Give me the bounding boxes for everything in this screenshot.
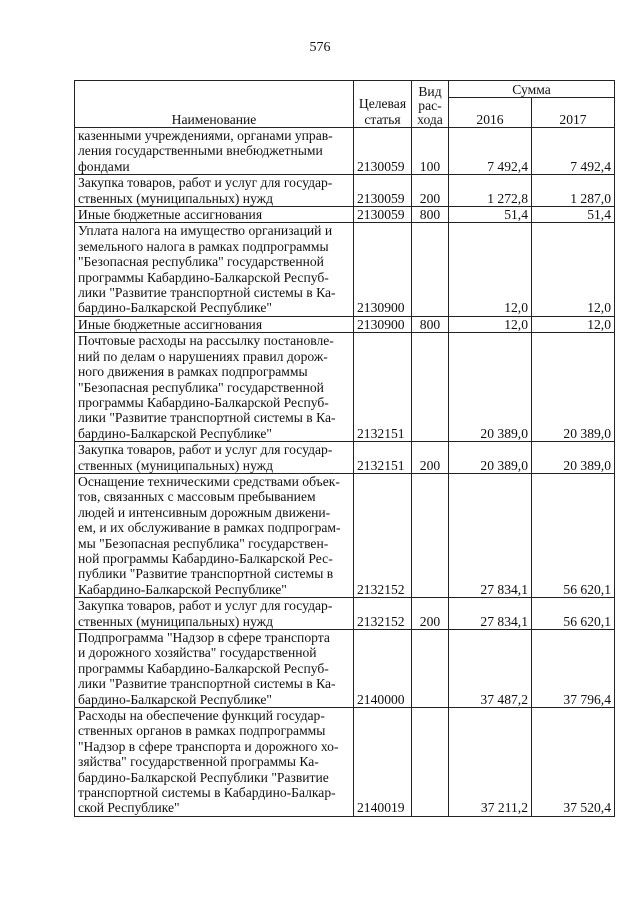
row-name-line: ления государственными внебюджетными <box>78 143 323 159</box>
row-name-line: лики "Развитие транспортной системы в Ка- <box>78 410 336 426</box>
row-name-line: "Безопасная республика" государственной <box>78 254 324 270</box>
row-name-line: "Надзор в сфере транспорта и дорожного хо- <box>78 738 339 754</box>
row-name-line: "Безопасная республика" государственной <box>78 379 324 395</box>
row-sum-2017: 12,0 <box>532 223 615 316</box>
row-target-code: 2132151 <box>354 442 412 474</box>
row-name <box>75 333 354 442</box>
header-expense-type <box>412 81 449 128</box>
header-type-line: рас- <box>418 98 442 113</box>
table-row <box>75 128 615 175</box>
header-sum: Сумма <box>449 81 615 98</box>
row-sum-2017: 56 620,1 <box>532 598 615 630</box>
table-row <box>75 708 615 817</box>
row-name-line: зяйства" государственной программы Ка- <box>78 754 319 770</box>
table-row <box>75 175 615 207</box>
row-name-line: тов, связанных с массовым пребыванием <box>78 489 316 505</box>
row-name-line: ний по делам о нарушениях правил дорож- <box>78 348 328 364</box>
table-body <box>75 128 615 817</box>
row-sum-2017: 20 389,0 <box>532 333 615 442</box>
row-name-line: ственных органов в рамках подпрограммы <box>78 723 326 739</box>
row-name-line: бардино-Балкарской Республике" <box>78 425 272 441</box>
row-sum-2016: 37 487,2 <box>449 630 532 708</box>
row-name-line: ем, и их обслуживание в рамках подпрограм- <box>78 520 341 536</box>
row-name-line: Кабардино-Балкарской Республике" <box>78 581 287 597</box>
table-row <box>75 598 615 630</box>
row-name-line: Закупка товаров, работ и услуг для государ- <box>78 598 333 614</box>
budget-table <box>74 80 615 817</box>
row-name-line: ственных (муниципальных) нужд <box>78 457 273 473</box>
row-name-line: Расходы на обеспечение функций государ- <box>78 708 325 724</box>
row-target-code: 2130059 <box>354 207 412 223</box>
row-target-code: 2132151 <box>354 333 412 442</box>
row-sum-2017: 37 796,4 <box>532 630 615 708</box>
row-name <box>75 442 354 474</box>
row-target-code: 2130900 <box>354 316 412 332</box>
row-name <box>75 128 354 175</box>
row-name-line: ной программы Кабардино-Балкарской Рес- <box>78 550 333 566</box>
row-name-line: Иные бюджетные ассигнования <box>78 316 263 332</box>
row-expense-type <box>412 473 449 597</box>
row-sum-2016: 37 211,2 <box>449 708 532 817</box>
row-name-line: ственных (муниципальных) нужд <box>78 613 273 629</box>
row-name-line: мы "Безопасная республика" государствен- <box>78 535 329 551</box>
table-row <box>75 333 615 442</box>
row-expense-type: 800 <box>412 316 449 332</box>
row-sum-2016: 7 492,4 <box>449 128 532 175</box>
row-name-line: Уплата налога на имущество организаций и <box>78 223 333 239</box>
row-name <box>75 207 354 223</box>
table-header <box>75 81 615 128</box>
row-sum-2016: 27 834,1 <box>449 473 532 597</box>
row-sum-2017: 1 287,0 <box>532 175 615 207</box>
row-sum-2017: 7 492,4 <box>532 128 615 175</box>
row-sum-2016: 27 834,1 <box>449 598 532 630</box>
row-name-line: Подпрограмма "Надзор в сфере транспорта <box>78 630 330 645</box>
row-expense-type: 200 <box>412 175 449 207</box>
row-target-code: 2132152 <box>354 598 412 630</box>
header-year-2016: 2016 <box>449 98 532 128</box>
row-name-line: ного движения в рамках подпрограммы <box>78 364 308 380</box>
row-name-line: земельного налога в рамках подпрограммы <box>78 238 329 254</box>
row-name-line: программы Кабардино-Балкарской Респуб- <box>78 394 329 410</box>
row-name <box>75 473 354 597</box>
row-name-line: бардино-Балкарской Республики "Развитие <box>78 769 329 785</box>
table-row <box>75 442 615 474</box>
row-name-line: людей и интенсивным дорожным движени- <box>78 504 331 520</box>
table-row <box>75 473 615 597</box>
row-name-line: ской Республике" <box>78 800 180 816</box>
header-name: Наименование <box>75 81 354 128</box>
row-name-line: лики "Развитие транспортной системы в Ка- <box>78 285 336 301</box>
row-name <box>75 708 354 817</box>
row-target-code: 2130900 <box>354 223 412 316</box>
row-target-code: 2132152 <box>354 473 412 597</box>
row-sum-2017: 56 620,1 <box>532 473 615 597</box>
row-sum-2017: 12,0 <box>532 316 615 332</box>
row-sum-2016: 1 272,8 <box>449 175 532 207</box>
row-expense-type <box>412 630 449 708</box>
row-name-line: Закупка товаров, работ и услуг для государ- <box>78 442 333 458</box>
row-name-line: программы Кабардино-Балкарской Респуб- <box>78 269 329 285</box>
row-sum-2017: 20 389,0 <box>532 442 615 474</box>
table-row <box>75 223 615 316</box>
row-expense-type: 200 <box>412 442 449 474</box>
table-row <box>75 316 615 332</box>
row-name-line: Почтовые расходы на рассылку постановле- <box>78 333 334 349</box>
row-name-line: бардино-Балкарской Республике" <box>78 691 272 707</box>
row-expense-type: 100 <box>412 128 449 175</box>
row-sum-2016: 51,4 <box>449 207 532 223</box>
row-target-code: 2130059 <box>354 128 412 175</box>
row-expense-type: 200 <box>412 598 449 630</box>
row-expense-type: 800 <box>412 207 449 223</box>
row-sum-2016: 12,0 <box>449 316 532 332</box>
row-name-line: транспортной системы в Кабардино-Балкар- <box>78 785 336 801</box>
row-expense-type <box>412 333 449 442</box>
row-target-code: 2140000 <box>354 630 412 708</box>
header-target-line: статья <box>364 111 401 127</box>
header-type-line: хода <box>417 112 443 127</box>
row-sum-2016: 20 389,0 <box>449 333 532 442</box>
row-name-line: Оснащение техническими средствами объек- <box>78 473 340 489</box>
row-sum-2017: 51,4 <box>532 207 615 223</box>
row-name <box>75 598 354 630</box>
row-sum-2016: 12,0 <box>449 223 532 316</box>
row-name-line: Закупка товаров, работ и услуг для государ- <box>78 175 333 191</box>
header-target-article <box>354 81 412 128</box>
row-sum-2017: 37 520,4 <box>532 708 615 817</box>
row-name <box>75 316 354 332</box>
row-name <box>75 223 354 316</box>
row-name-line: Иные бюджетные ассигнования <box>78 207 263 223</box>
header-year-2017: 2017 <box>532 98 615 128</box>
header-type-line: Вид <box>418 84 442 99</box>
table-row <box>75 630 615 708</box>
row-name-line: публики "Развитие транспортной системы в <box>78 566 334 582</box>
row-target-code: 2140019 <box>354 708 412 817</box>
row-sum-2016: 20 389,0 <box>449 442 532 474</box>
table-row <box>75 207 615 223</box>
row-name-line: лики "Развитие транспортной системы в Ка- <box>78 676 336 692</box>
row-name <box>75 175 354 207</box>
header-target-line: Целевая <box>358 96 407 112</box>
row-expense-type <box>412 223 449 316</box>
row-name-line: ственных (муниципальных) нужд <box>78 190 273 206</box>
row-name-line: и дорожного хозяйства" государственной <box>78 645 317 661</box>
row-name-line: программы Кабардино-Балкарской Респуб- <box>78 660 329 676</box>
page-number: 576 <box>309 40 331 55</box>
row-name <box>75 630 354 708</box>
row-name-line: казенными учреждениями, органами управ- <box>78 128 333 143</box>
row-target-code: 2130059 <box>354 175 412 207</box>
row-expense-type <box>412 708 449 817</box>
row-name-line: фондами <box>78 158 130 174</box>
row-name-line: бардино-Балкарской Республике" <box>78 300 272 316</box>
